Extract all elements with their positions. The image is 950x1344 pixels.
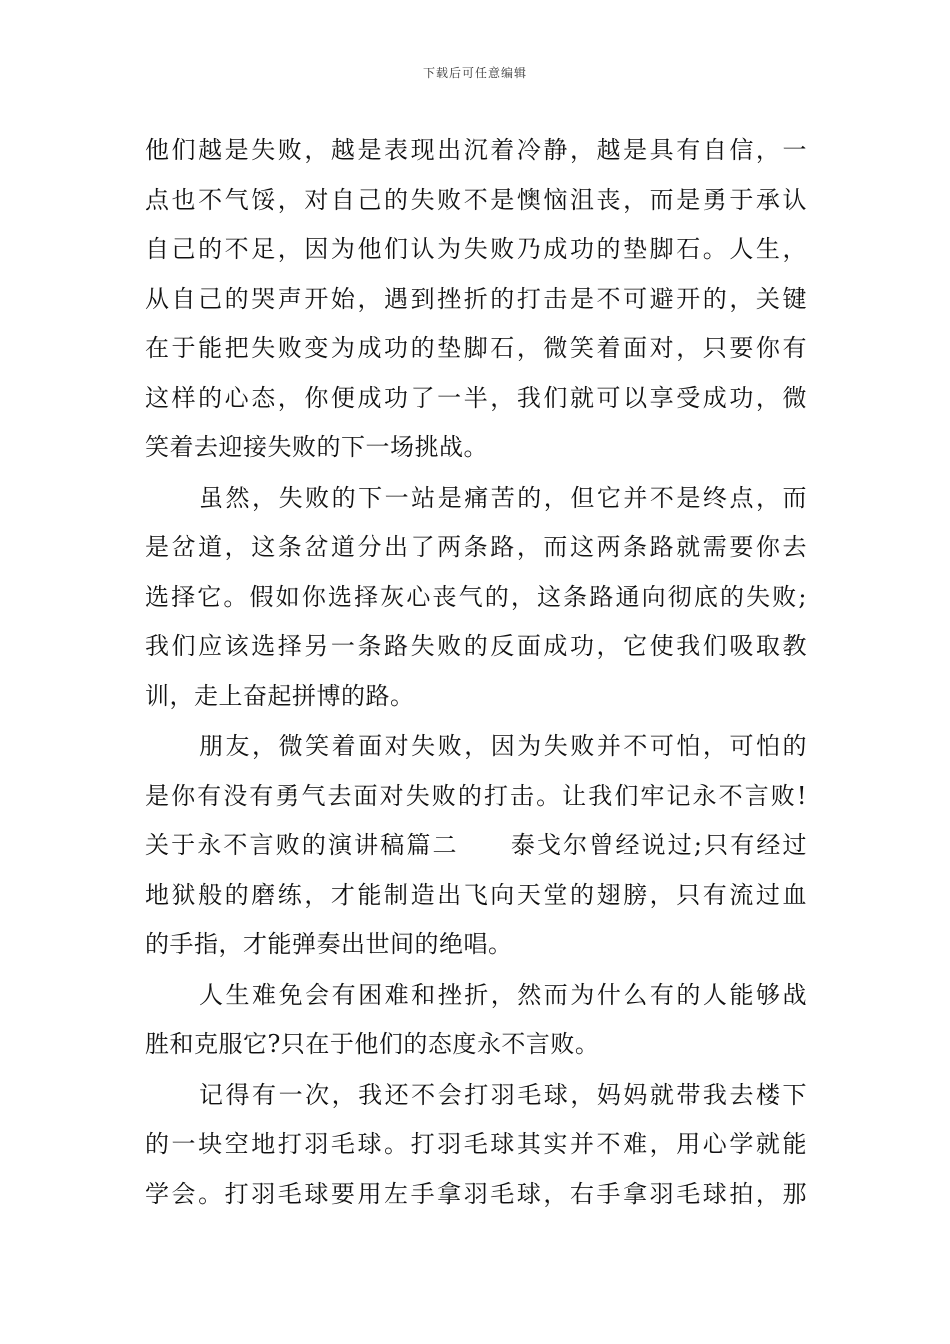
text-line: 学会。打羽毛球要用左手拿羽毛球，右手拿羽毛球拍，那 — [145, 1179, 807, 1208]
paragraph-first-line: 人生难免会有困难和挫折，然而为什么有的人能够战 — [199, 980, 807, 1009]
text-line: 的一块空地打羽毛球。打羽毛球其实并不难，用心学就能 — [145, 1130, 807, 1158]
text-line: 他们越是失败，越是表现出沉着冷静，越是具有自信，一 — [145, 136, 807, 164]
paragraph-first-line: 记得有一次，我还不会打羽毛球，妈妈就带我去楼下 — [199, 1080, 807, 1109]
paragraph-first-line: 虽然，失败的下一站是痛苦的，但它并不是终点，而 — [199, 483, 807, 512]
text-line: 在于能把失败变为成功的垫脚石，微笑着面对，只要你有 — [145, 334, 807, 362]
text-line: 笑着去迎接失败的下一场挑战。 — [145, 433, 488, 461]
document-body — [145, 126, 807, 1219]
text-line: 是岔道，这条岔道分出了两条路，而这两条路就需要你去 — [145, 533, 807, 561]
page-header: 下载后可任意编辑 — [422, 66, 527, 80]
text-line: 地狱般的磨练，才能制造出飞向天堂的翅膀，只有流过血 — [145, 880, 807, 909]
text-line: 的手指，才能弹奏出世间的绝唱。 — [145, 930, 513, 958]
text-line: 胜和克服它?只在于他们的态度永不言败。 — [145, 1030, 600, 1058]
text-line: 从自己的哭声开始，遇到挫折的打击是不可避开的，关键 — [145, 284, 807, 313]
text-line: 这样的心态，你便成功了一半，我们就可以享受成功，微 — [145, 383, 807, 412]
text-line: 自己的不足，因为他们认为失败乃成功的垫脚石。人生， — [145, 235, 807, 263]
text-line: 我们应该选择另一条路失败的反面成功，它使我们吸取教 — [145, 632, 807, 660]
text-line: 训，走上奋起拼博的路。 — [145, 681, 415, 710]
text-line: 点也不气馁，对自己的失败不是懊恼沮丧，而是勇于承认 — [145, 185, 807, 214]
section-title-line: 关于永不言败的演讲稿篇二 泰戈尔曾经说过;只有经过 — [145, 831, 807, 859]
text-line: 选择它。假如你选择灰心丧气的，这条路通向彻底的失败; — [145, 582, 807, 611]
text-line: 是你有没有勇气去面对失败的打击。让我们牢记永不言败! — [145, 781, 807, 810]
paragraph-first-line: 朋友，微笑着面对失败，因为失败并不可怕，可怕的 — [199, 732, 807, 760]
